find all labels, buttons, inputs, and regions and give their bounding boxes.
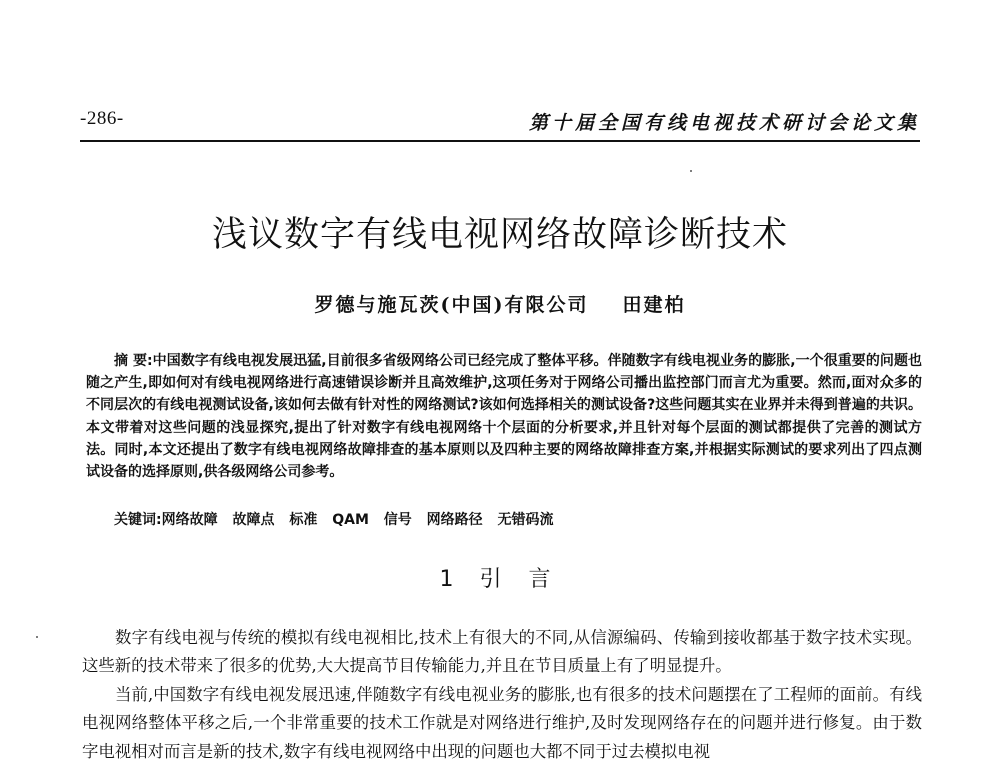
author-organization: 罗德与施瓦茨(中国)有限公司 (314, 294, 589, 316)
body-paragraph: 当前,中国数字有线电视发展迅速,伴随数字有线电视业务的膨胀,也有很多的技术问题摆在了工程师的面前。有线电视网络整体平移之后,一个非常重要的技术工作就是对网络进行维护,及时发现网络存在的问题并进行修复。由于数字电视相对而言是新的技术,数字有线电视网络中出现的问题也大都不同于过去模拟电视 (82, 684, 922, 761)
section-title: 引 言 (479, 567, 561, 592)
abstract-paragraph (86, 350, 922, 483)
running-header (80, 100, 920, 142)
scan-speck (690, 170, 692, 172)
author-name: 田建柏 (622, 294, 686, 316)
paper-title: 浅议数字有线电视网络故障诊断技术 (211, 215, 788, 255)
scan-speck (36, 636, 38, 638)
body-text (82, 624, 922, 766)
page-number: -286- (80, 108, 124, 129)
abstract-label: 摘 要: (114, 353, 153, 369)
journal-title: 第十届全国有线电视技术研讨会论文集 (528, 112, 920, 134)
section-number: 1 (439, 567, 464, 592)
keywords-list: 网络故障 故障点 标准 QAM 信号 网络路径 无错码流 (161, 512, 554, 528)
abstract (86, 350, 922, 483)
keywords (114, 509, 554, 529)
abstract-text: 中国数字有线电视发展迅猛,目前很多省级网络公司已经完成了整体平移。伴随数字有线电视业务的膨胀,一个很重要的问题也随之产生,即如何对有线电视网络进行高速错误诊断并且高效维护,这项任务对于网络公司播出监控部门而言尤为重要。然而,面对众多的不同层次的有线电视测试设备,该如何去做有针对性的网络测试?该如何选择相关的测试设备?这些问题其实在业界并未得到普遍的共识。本文带着对这些问题的浅显探究,提出了针对数字有线电视网络十个层面的分析要求,并且针对每个层面的测试都提供了完善的测试方法。同时,本文还提出了数字有线电视网络故障排查的基本原则以及四种主要的网络故障排查方案,并根据实际测试的要求列出了四点测试设备的选择原则,供各级网络公司参考。 (86, 353, 922, 481)
section-heading (0, 562, 1000, 593)
keywords-label: 关键词: (114, 512, 162, 528)
author-line (0, 290, 1000, 317)
body-paragraph: 数字有线电视与传统的模拟有线电视相比,技术上有很大的不同,从信源编码、传输到接收都基于数字技术实现。这些新的技术带来了很多的优势,大大提高节目传输能力,并且在节目质量上有了明显提升。 (82, 628, 922, 676)
